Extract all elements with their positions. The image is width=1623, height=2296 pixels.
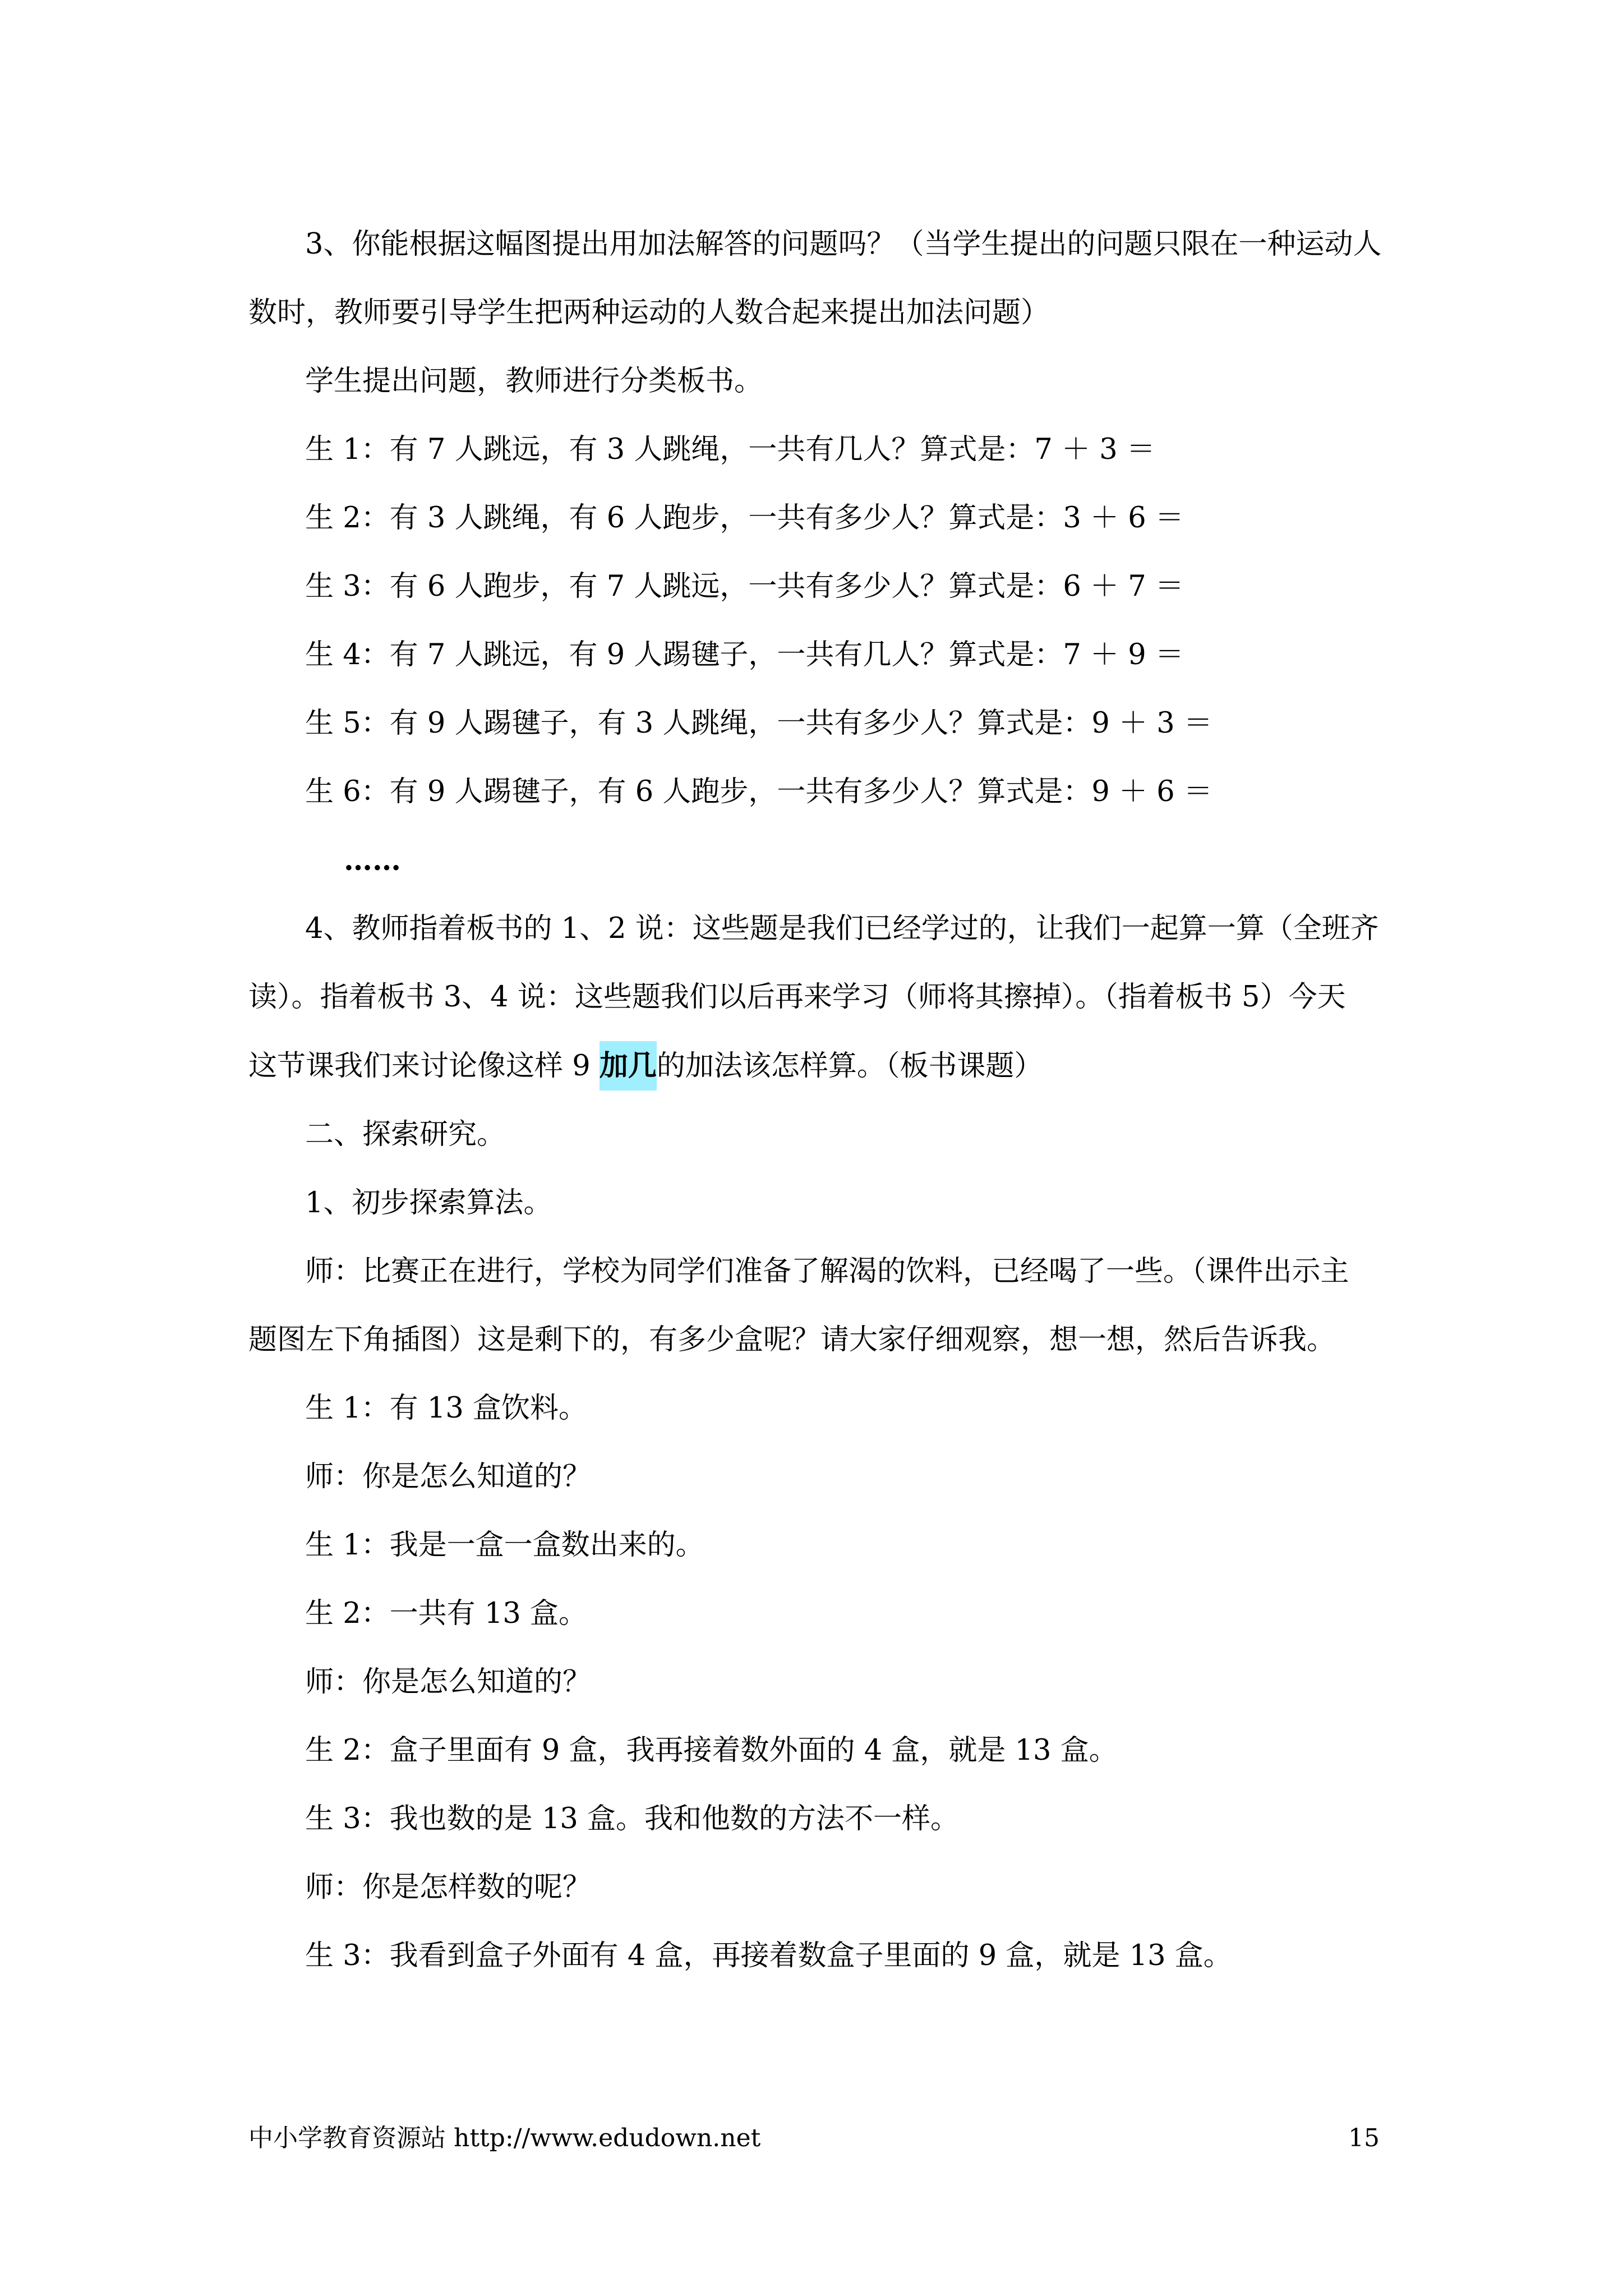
paragraph-4-line-3-end: 的加法该怎样算。（板书课题） — [656, 1050, 1043, 1083]
student-6-question: 生 6：有 9 人踢毽子，有 6 人跑步，一共有多少人？算式是：9 ＋ 6 ＝ — [305, 775, 1212, 808]
page-body — [248, 210, 1382, 1990]
paragraph-4-line-2: 读）。指着板书 3、4 说：这些题我们以后再来学习（师将其擦掉）。（指着板书 5）今天 — [248, 981, 1346, 1014]
dialogue-line: 师：你是怎么知道的？ — [305, 1665, 592, 1699]
student-1-question: 生 1：有 7 人跳远，有 3 人跳绳，一共有几人？算式是：7 ＋ 3 ＝ — [305, 433, 1155, 466]
highlighted-text: 加几 — [600, 1041, 657, 1091]
teacher-line-1: 师：比赛正在进行，学校为同学们准备了解渴的饮料，已经喝了一些。（课件出示主 — [305, 1255, 1349, 1288]
footer-site: 中小学教育资源站 http://www.edudown.net — [248, 2124, 761, 2152]
dialogue-line: 生 2：一共有 13 盒。 — [305, 1597, 587, 1630]
page-number: 15 — [1348, 2124, 1380, 2152]
student-4-question: 生 4：有 7 人跳远，有 9 人踢毽子，一共有几人？算式是：7 ＋ 9 ＝ — [305, 638, 1184, 671]
student-3-question: 生 3：有 6 人跑步，有 7 人跳远，一共有多少人？算式是：6 ＋ 7 ＝ — [305, 570, 1184, 603]
paragraph-4-line-1: 4、教师指着板书的 1、2 说：这些题是我们已经学过的，让我们一起算一算（全班齐 — [305, 912, 1379, 945]
dialogue-line: 师：你是怎样数的呢？ — [305, 1871, 592, 1904]
dialogue-line: 生 1：我是一盒一盒数出来的。 — [305, 1529, 704, 1562]
teacher-line-2: 题图左下角插图）这是剩下的，有多少盒呢？请大家仔细观察，想一想，然后告诉我。 — [248, 1323, 1336, 1356]
dialogue-line: 师：你是怎么知道的？ — [305, 1460, 592, 1493]
section-heading-explore: 二、探索研究。 — [305, 1118, 506, 1151]
ellipsis: …… — [344, 844, 401, 877]
paragraph-4-line-3 — [248, 1032, 1376, 1101]
dialogue-line: 生 3：我看到盒子外面有 4 盒，再接着数盒子里面的 9 盒，就是 13 盒。 — [305, 1939, 1232, 1972]
paragraph-3-line-1: 3、你能根据这幅图提出用加法解答的问题吗？（当学生提出的问题只限在一种运动人 — [305, 228, 1382, 261]
students-ask-line: 学生提出问题，教师进行分类板书。 — [305, 365, 763, 398]
paragraph-4-line-3-start: 这节课我们来讨论像这样 9 — [248, 1050, 600, 1083]
dialogue-line: 生 3：我也数的是 13 盒。我和他数的方法不一样。 — [305, 1802, 959, 1835]
paragraph-3-line-2: 数时，教师要引导学生把两种运动的人数合起来提出加法问题） — [248, 296, 1050, 329]
dialogue-line: 生 1：有 13 盒饮料。 — [305, 1392, 587, 1425]
subsection-heading-initial-explore: 1、初步探索算法。 — [305, 1186, 552, 1220]
dialogue-line: 生 2：盒子里面有 9 盒，我再接着数外面的 4 盒，就是 13 盒。 — [305, 1734, 1118, 1767]
student-2-question: 生 2：有 3 人跳绳，有 6 人跑步，一共有多少人？算式是：3 ＋ 6 ＝ — [305, 501, 1184, 535]
student-5-question: 生 5：有 9 人踢毽子，有 3 人跳绳，一共有多少人？算式是：9 ＋ 3 ＝ — [305, 707, 1212, 740]
